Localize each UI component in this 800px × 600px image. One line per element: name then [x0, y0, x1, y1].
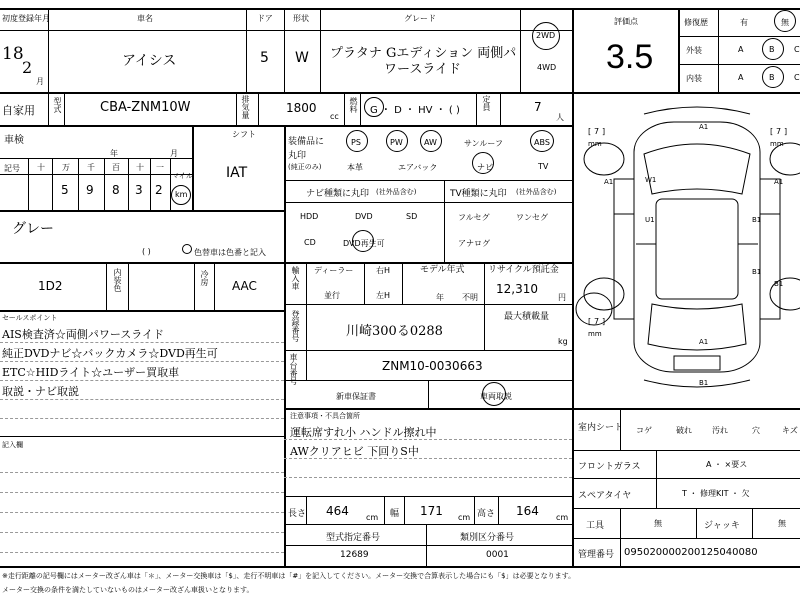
drive-2wd: 2WD — [536, 31, 556, 40]
length-value: 464 — [326, 504, 349, 518]
class-number-label: 類別区分番号 — [460, 533, 515, 543]
doors-label: ドア — [257, 14, 273, 23]
import-dealer: ディーラー — [314, 266, 354, 275]
svg-text:[: [ — [770, 127, 774, 136]
shift-value: IAT — [226, 165, 248, 181]
width-unit: cm — [458, 513, 471, 522]
svg-text:]: ] — [602, 127, 606, 136]
tv-analog: アナログ — [458, 239, 490, 248]
registration-year: 18 — [2, 44, 24, 64]
repair-label: 修復歴 — [684, 18, 708, 27]
inspection-year-unit: 年 — [110, 149, 118, 158]
mile-label: マイル — [172, 172, 193, 180]
car-name-label: 車名 — [137, 14, 153, 23]
new-car-warranty: 新車保証書 — [336, 392, 376, 401]
score-label: 評価点 — [614, 17, 638, 26]
mm-label: mm — [588, 140, 602, 148]
class-number-value: 0001 — [486, 550, 509, 560]
length-label: 長さ — [288, 509, 307, 519]
mileage-digit: 5 — [61, 183, 69, 197]
interior-b: B — [769, 73, 775, 82]
color-code: 1D2 — [38, 279, 63, 293]
right-hand: 右H — [376, 266, 391, 275]
equipment-note: (純正のみ) — [288, 163, 322, 171]
tv-type-note: (社外品含む) — [516, 188, 557, 196]
sales-point-line: AIS検査済☆両側パワースライド — [2, 328, 164, 341]
inspection-label: 車検 — [4, 135, 24, 146]
equip-tv: TV — [538, 162, 549, 171]
length-unit: cm — [366, 513, 379, 522]
km-label: km — [175, 190, 188, 199]
model-label: 型式 — [53, 97, 62, 113]
displacement-value: 1800 — [286, 101, 317, 115]
recycle-value: 12,310 — [496, 282, 538, 296]
entry-label: 記入欄 — [2, 441, 23, 449]
digit-header: 十 — [136, 163, 144, 172]
displacement-unit: cc — [330, 112, 339, 121]
repair-yes: 有 — [740, 18, 748, 27]
recycle-label: リサイクル預託金 — [488, 265, 559, 275]
glass-label: フロントガラス — [578, 462, 641, 472]
bracket-value: 7 — [776, 127, 782, 136]
cooler-value: AAC — [232, 279, 257, 293]
seat-option: キズ — [782, 426, 798, 435]
front-bumper — [644, 107, 750, 114]
model-year-label: モデル年式 — [420, 265, 465, 275]
seat-option: コゲ — [636, 426, 652, 435]
spare-tire-label: スペアタイヤ — [578, 491, 632, 501]
navi-hdd: HDD — [300, 212, 319, 221]
height-value: 164 — [516, 504, 539, 518]
navi-sd: SD — [406, 212, 418, 221]
digit-header: 一 — [156, 163, 164, 172]
sales-point-line: 取説・ナビ取説 — [2, 385, 79, 398]
mark-text: B1 — [699, 379, 709, 387]
equipment-circle-label: 丸印 — [288, 151, 307, 161]
mark-text: A1 — [604, 178, 614, 186]
fuel-label: 燃料 — [349, 97, 358, 113]
chassis-number: ZNM10-0030663 — [382, 359, 483, 373]
shift-label: シフト — [232, 130, 256, 139]
digit-header: 千 — [87, 163, 95, 172]
seat-option: 穴 — [752, 426, 760, 435]
navi-type-label: ナビ種類に丸印 — [306, 189, 370, 199]
mark-text: B1 — [752, 268, 762, 276]
registration-label: 登録番号 — [291, 310, 300, 342]
month-unit: 月 — [36, 77, 44, 86]
mark-text: B1 — [774, 280, 784, 288]
capacity-label: 定員 — [482, 95, 491, 111]
tv-type-label: TV種類に丸印 — [450, 189, 507, 199]
digit-header: 百 — [112, 163, 120, 172]
rear-bumper — [644, 380, 750, 387]
interior-color-label: 内装色 — [113, 268, 122, 292]
sales-points-label: セールスポイント — [2, 314, 58, 322]
mark-text: A1 — [699, 123, 709, 131]
mm-label: mm — [588, 330, 602, 338]
equip-leather: 本革 — [347, 163, 363, 172]
max-load-label: 最大積載量 — [504, 312, 550, 322]
first-registration-label: 初度登録年月 — [2, 14, 50, 23]
vehicle-manual: 車両取説 — [480, 392, 512, 401]
capacity-value: 7 — [534, 100, 542, 114]
model-year-value: 不明 — [462, 293, 478, 302]
mark-text: A1 — [699, 338, 709, 346]
windshield — [644, 144, 750, 194]
seat-option: 破れ — [676, 426, 692, 435]
svg-text:]: ] — [784, 127, 788, 136]
max-load-unit: kg — [558, 337, 568, 346]
jack-value: 無 — [778, 519, 786, 528]
navi-dvd: DVD — [355, 212, 373, 221]
shape-label: 形状 — [293, 14, 309, 23]
rear-plate — [674, 356, 720, 370]
width-value: 171 — [420, 504, 443, 518]
equip-abs: ABS — [534, 138, 550, 147]
interior-label: 内装 — [686, 74, 702, 83]
equip-aw: AW — [424, 138, 437, 147]
tv-fullseg: フルセグ — [458, 213, 490, 222]
repair-no: 無 — [781, 18, 789, 27]
tools-value: 無 — [654, 519, 662, 528]
exterior-b: B — [769, 45, 775, 54]
exterior-a: A — [738, 45, 744, 54]
doors-value: 5 — [260, 50, 269, 66]
mark-text: U1 — [645, 216, 655, 224]
mileage-symbol-label: 記号 — [4, 164, 20, 173]
mileage-digit: 8 — [112, 183, 120, 197]
type-number-value: 12689 — [340, 550, 369, 560]
equip-ps: PS — [351, 138, 361, 147]
drive-4wd: 4WD — [537, 63, 557, 72]
recycle-unit: 円 — [558, 293, 566, 302]
equip-pw: PW — [390, 138, 403, 147]
interior-a: A — [738, 73, 744, 82]
spare-tire-value: T ・ 修理KIT ・ 欠 — [682, 489, 750, 498]
svg-text:[: [ — [588, 317, 592, 326]
height-unit: cm — [556, 513, 569, 522]
import-parallel: 並行 — [324, 291, 340, 300]
score-value: 3.5 — [606, 38, 654, 76]
wheel-rear-left — [584, 278, 624, 310]
svg-text:[: [ — [588, 127, 592, 136]
car-condition-diagram — [574, 94, 800, 406]
inspection-month-unit: 月 — [170, 149, 178, 158]
chassis-label: 車台番号 — [289, 353, 298, 385]
left-hand: 左H — [376, 291, 391, 300]
shape-value: W — [295, 50, 309, 66]
rear-window — [648, 304, 746, 350]
management-label: 管理番号 — [578, 550, 615, 560]
model-year-year: 年 — [436, 293, 444, 302]
notes-line: AWクリアヒビ 下回りS中 — [290, 445, 419, 458]
bracket-value: 7 — [594, 317, 600, 326]
notes-label: 注意事項・不具合箇所 — [290, 412, 360, 420]
jack-label: ジャッキ — [704, 521, 740, 531]
equip-airbag: エアバック — [398, 163, 438, 172]
equip-navi: ナビ — [477, 163, 493, 172]
color-note: 色替車は色番と記入 — [194, 248, 266, 257]
management-number: 095020000200125040080 — [624, 547, 758, 558]
height-label: 高さ — [477, 509, 496, 519]
equip-sunroof: サンルーフ — [464, 139, 503, 148]
body-color: グレー — [12, 221, 54, 237]
digit-header: 万 — [62, 163, 70, 172]
grade-line-1: プラタナ Gエディション 両側パ — [330, 46, 517, 61]
registration-number: 川崎300る0288 — [346, 324, 443, 339]
fuel-options: G ・ D ・ HV ・ ( ) — [370, 105, 460, 116]
glass-value: A ・ ×要ス — [706, 460, 748, 469]
digit-header: 十 — [37, 163, 45, 172]
grade-line-2: ワースライド — [384, 62, 461, 77]
navi-cd: CD — [304, 238, 316, 247]
displacement-label: 排気量 — [241, 95, 250, 119]
color-paren: ( ) — [142, 247, 151, 256]
left-side-panel — [614, 179, 634, 319]
capacity-unit: 人 — [556, 113, 564, 122]
notes-line: 運転席すれ小 ハンドル擦れ中 — [290, 426, 437, 439]
usage-type: 自家用 — [2, 104, 35, 117]
car-name: アイシス — [122, 53, 177, 69]
bracket-value: 7 — [594, 127, 600, 136]
mileage-digit: 9 — [86, 183, 94, 197]
roof — [656, 199, 738, 299]
mark-text: W1 — [645, 176, 657, 184]
car-body-outline — [634, 122, 760, 372]
cooler-label: 冷房 — [200, 270, 209, 286]
model-value: CBA-ZNM10W — [100, 100, 191, 115]
import-label: 輸入車 — [291, 266, 300, 290]
sales-point-line: 純正DVDナビ☆バックカメラ☆DVD再生可 — [2, 347, 218, 360]
color-mark-circle — [182, 244, 192, 254]
sales-point-line: ETC☆HIDライト☆ユーザー買取車 — [2, 366, 180, 379]
grade-label: グレード — [404, 14, 436, 23]
tools-label: 工具 — [586, 521, 605, 531]
type-number-label: 型式指定番号 — [326, 533, 381, 543]
exterior-c: C — [794, 45, 800, 54]
mm-label: mm — [770, 140, 784, 148]
navi-type-note: (社外品含む) — [376, 188, 417, 196]
svg-text:]: ] — [602, 317, 606, 326]
mark-text: B1 — [752, 216, 762, 224]
exterior-label: 外装 — [686, 46, 702, 55]
right-side-panel — [760, 179, 780, 319]
mileage-digit: 2 — [155, 183, 163, 197]
seat-option: 汚れ — [712, 426, 728, 435]
mileage-digit: 3 — [135, 183, 143, 197]
tv-oneseg: ワンセグ — [516, 213, 548, 222]
registration-month: 2 — [22, 58, 33, 77]
footer-note-2: メーター交換の条件を満たしていないものはメーター改ざん車扱いとなります。 — [2, 586, 254, 594]
mark-text: A1 — [774, 178, 784, 186]
interior-c: C — [794, 73, 800, 82]
seat-label: 室内シート — [578, 423, 624, 433]
footer-note-1: ※走行距離の記号欄にはメーター改ざん車は「＊」、メーター交換車は「$」、走行不明車は「#」を記入してください。メーター交換で合算表示した場合にも「$」は必要となります。 — [2, 572, 576, 580]
equipment-label: 装備品に — [288, 137, 325, 147]
width-label: 幅 — [390, 509, 400, 519]
navi-dvd-play: DVD再生可 — [343, 239, 385, 248]
